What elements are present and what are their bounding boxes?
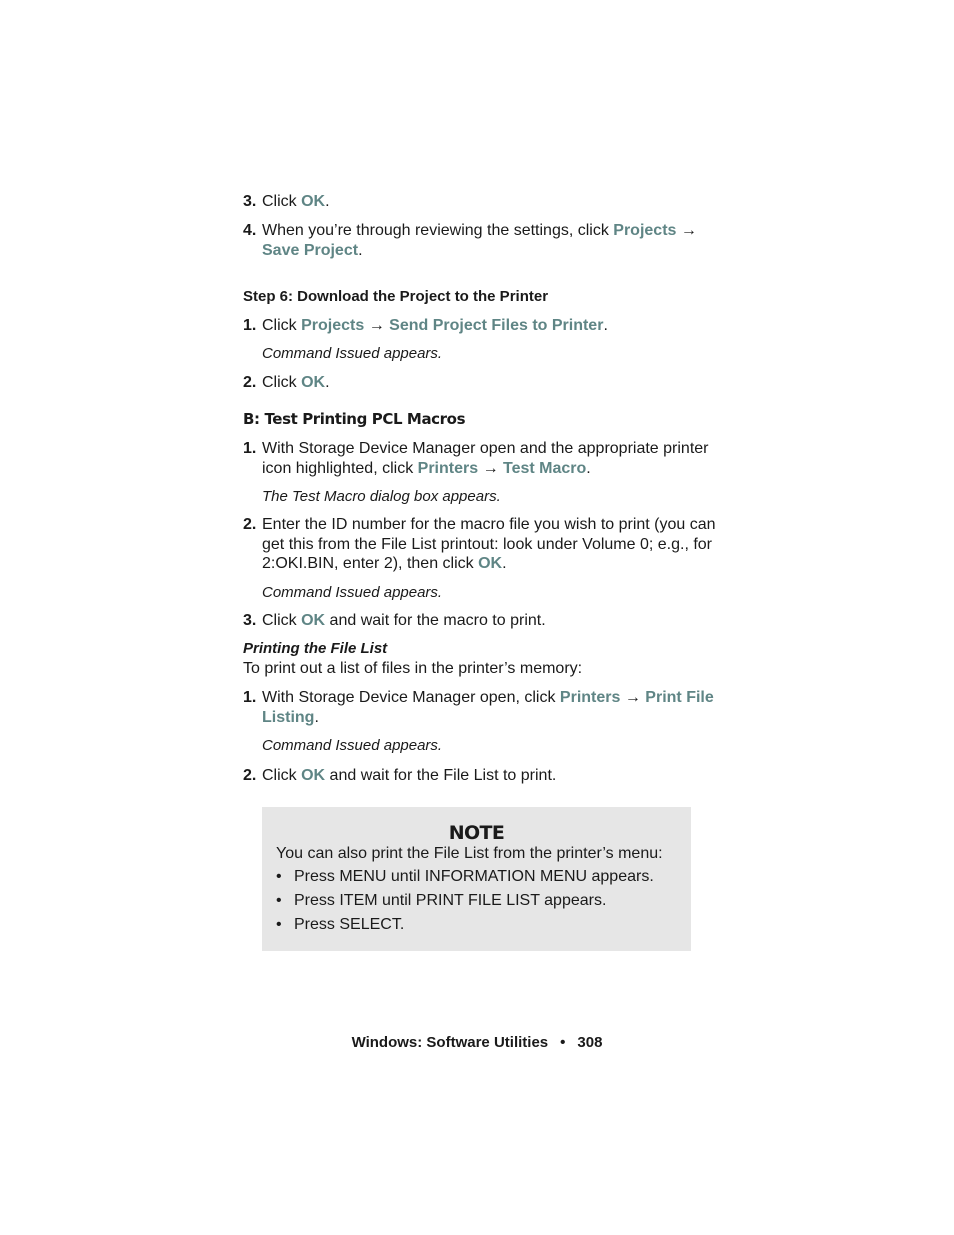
page-footer	[0, 1034, 954, 1051]
result-text: Command Issued appears.	[262, 584, 443, 601]
projects-ui-label: Projects	[301, 317, 365, 334]
ok-ui-label: OK	[301, 612, 326, 629]
file-list-item-1: 1. With Storage Device Manager open, click Printers → Print File Listing.	[243, 689, 714, 726]
ok-ui-label: OK	[301, 767, 326, 784]
step-number: 2.	[243, 767, 257, 784]
printers-ui-label: Printers	[559, 689, 621, 706]
print-file-listing-ui-label: Print File Listing	[262, 689, 714, 726]
ok-ui-label: OK	[478, 555, 503, 572]
result-text: Command Issued appears.	[262, 345, 443, 362]
arrow-right-icon: →	[680, 222, 697, 239]
footer-section: Windows: Software Utilities	[351, 1034, 549, 1051]
file-list-intro: To print out a list of files in the printer’s memory:	[243, 660, 583, 677]
result-text: The Test Macro dialog box appears.	[262, 488, 501, 505]
ok-ui-label: OK	[301, 374, 326, 391]
section-b-item-3: 3. Click OK and wait for the macro to print.	[243, 612, 546, 629]
step-number: 1.	[243, 440, 257, 457]
bullet-icon: •	[276, 892, 282, 909]
section-b-item-2: 2. Enter the ID number for the macro file you wish to print (you can get this from the File List printout: look under Volume 0; e.g., for 2:OKI.BIN, enter 2), then click OK.	[243, 516, 716, 572]
step-number: 2.	[243, 374, 257, 391]
printers-ui-label: Printers	[417, 459, 479, 477]
bullet-icon: •	[276, 868, 282, 885]
step-number: 4.	[243, 222, 257, 239]
note-bullet: • Press ITEM until PRINT FILE LIST appears.	[276, 892, 607, 909]
note-title: NOTE	[448, 822, 505, 844]
save-project-ui-label: Save Project	[262, 241, 359, 259]
send-project-files-ui-label: Send Project Files to Printer	[389, 317, 604, 334]
bullet-icon: •	[276, 916, 282, 933]
file-list-heading: Printing the File List	[243, 640, 388, 657]
footer-separator: •	[560, 1034, 566, 1051]
ok-ui-label: OK	[301, 193, 326, 210]
step-3-item: 3. Click OK.	[243, 193, 330, 210]
step-number: 3.	[243, 612, 257, 629]
step-number: 1.	[243, 317, 257, 334]
section-b-item-1: 1. With Storage Device Manager open and the appropriate printer icon highlighted, click Printers → Test Macro.	[243, 440, 709, 477]
step-number: 2.	[243, 516, 257, 533]
projects-ui-label: Projects	[613, 222, 677, 239]
step6-heading: Step 6: Download the Project to the Printer	[243, 288, 549, 305]
note-intro: You can also print the File List from the printer’s menu:	[276, 845, 663, 862]
note-bullet: • Press MENU until INFORMATION MENU appears.	[276, 868, 654, 885]
page-number: 308	[577, 1034, 603, 1051]
note-box	[262, 807, 691, 951]
step6-item-1: 1. Click Projects → Send Project Files to Printer.	[243, 317, 608, 334]
test-macro-ui-label: Test Macro	[503, 459, 587, 477]
step-number: 3.	[243, 193, 257, 210]
file-list-item-2: 2. Click OK and wait for the File List to print.	[243, 767, 557, 784]
arrow-right-icon: →	[482, 459, 499, 477]
step6-item-2: 2. Click OK.	[243, 374, 330, 391]
arrow-right-icon: →	[624, 689, 641, 706]
section-b-heading: B: Test Printing PCL Macros	[243, 410, 466, 428]
result-text: Command Issued appears.	[262, 737, 443, 754]
note-bullet: • Press SELECT.	[276, 916, 405, 933]
step-number: 1.	[243, 689, 257, 706]
step-4-item: 4. When you’re through reviewing the settings, click Projects → Save Project.	[243, 222, 697, 259]
arrow-right-icon: →	[368, 317, 385, 334]
